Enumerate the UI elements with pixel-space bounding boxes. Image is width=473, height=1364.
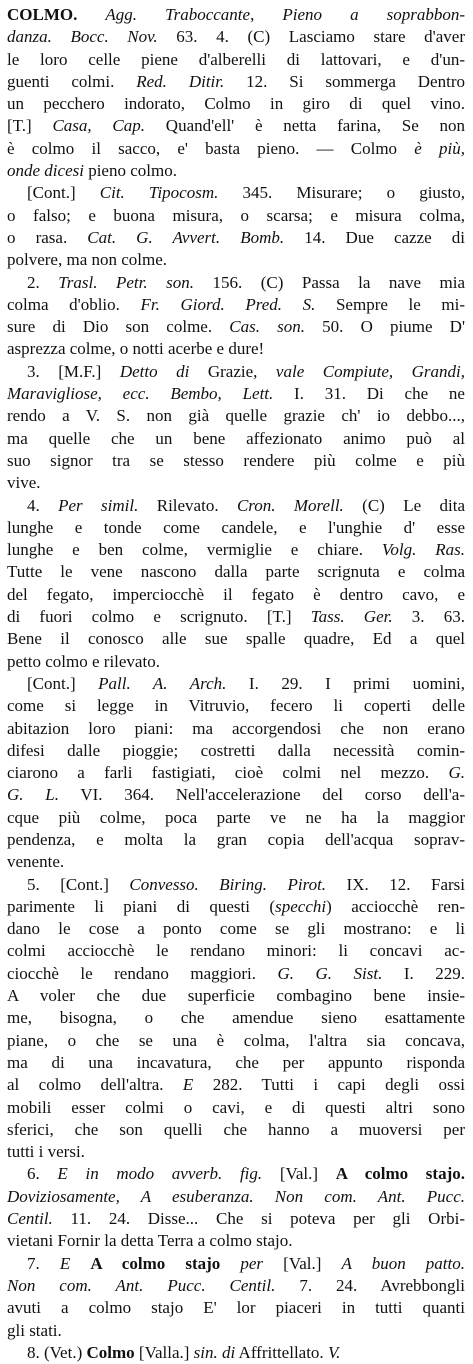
text-run: piane, o che se una è colma, l'altra sia concava, [7, 1030, 465, 1050]
text-line [7, 272, 465, 294]
italic-text: Trasl. Petr. son. [58, 272, 194, 292]
text-run: [T.] [7, 116, 53, 136]
text-line [7, 762, 465, 784]
text-run: ciarono a farli fastigiati, cioè colmi nel mezzo. [7, 763, 449, 783]
text-line [7, 294, 465, 316]
text-run: Rilevato. [138, 495, 237, 515]
italic-text: Cron. Morell. [236, 495, 344, 515]
text-run: sure di Dio son colme. [7, 317, 230, 337]
text-line [7, 450, 465, 472]
text-line [7, 71, 465, 93]
text-run: 12. Si sommerga Dentro [224, 71, 465, 91]
text-run: colma d'oblio. [7, 294, 141, 314]
text-run: come si legge in Vitruvio, fecero li coperti delle [7, 696, 465, 716]
text-run: guenti colmi. [7, 71, 137, 91]
text-run: I. 31. Di che ne [273, 384, 465, 404]
text-run: 5. [Cont.] [27, 874, 130, 894]
italic-text: Doviziosamente, A esuberanza. Non com. Ant. Pucc. [7, 1186, 465, 1206]
italic-text: Detto di [119, 361, 190, 381]
text-line [7, 1007, 465, 1029]
text-line [7, 227, 465, 249]
text-line [7, 1208, 465, 1230]
text-line [7, 963, 465, 985]
italic-text: E in modo avverb. fig. [57, 1164, 263, 1184]
text-line [7, 651, 465, 673]
text-run: 2. [27, 272, 59, 292]
text-run: pieno colmo. [83, 161, 177, 181]
text-run: avuti a colmo stajo E' lor piaceri in tutti quanti [7, 1298, 465, 1318]
text-run: [Cont.] [27, 673, 99, 693]
text-line [7, 561, 465, 583]
text-run: Grazie, [189, 361, 276, 381]
text-run: venente. [7, 852, 65, 872]
text-line [7, 405, 465, 427]
italic-text: per [240, 1253, 264, 1273]
text-run: [Cont.] [27, 183, 100, 203]
italic-text: G. [448, 763, 465, 783]
text-run: A voler che due superficie combagino bene insie- [7, 986, 465, 1006]
text-line [7, 1163, 465, 1185]
italic-text: Volg. Ras. [381, 540, 465, 560]
text-line [7, 673, 465, 695]
text-run: tutti i versi. [7, 1142, 85, 1162]
headword: COLMO. [7, 5, 78, 24]
text-run: VI. 364. Nell'accelerazione del corso dell'a- [58, 785, 465, 805]
text-run: Sempre le mi- [315, 294, 465, 314]
text-run: ) acciocchè ren- [326, 896, 465, 916]
italic-text: Cas. son. [229, 317, 305, 337]
italic-text: Per simil. [58, 495, 139, 515]
text-run: 156. (C) Passa la nave mia [193, 272, 465, 292]
text-run: 50. O piume D' [305, 317, 465, 337]
italic-text: G. L. [7, 785, 59, 805]
text-run: ma di una incavatura, che per appunto risponda [7, 1052, 465, 1072]
text-run: sferici, che son quelli che hanno a muoversi per [7, 1119, 465, 1139]
text-run [70, 1254, 90, 1273]
italic-text: Non com. Ant. Pucc. Centil. [7, 1275, 276, 1295]
text-line [7, 584, 465, 606]
text-line [7, 115, 465, 137]
text-run: vietani Fornir la detta Terra a colmo stajo. [7, 1231, 293, 1251]
italic-text: Fr. Giord. Pred. S. [140, 294, 316, 314]
text-run: 4. [27, 495, 59, 515]
text-line [7, 1141, 465, 1163]
text-run: cque più colme, poca parte ve ne ha la maggior [7, 807, 465, 827]
text-run: difesi dalle pioggie; costretti dalla necessità comin- [7, 740, 465, 760]
text-line [7, 1074, 465, 1096]
text-line [7, 472, 465, 494]
text-line [7, 539, 465, 561]
text-line [7, 628, 465, 650]
text-run: IX. 12. Farsi [326, 874, 465, 894]
text-line [7, 985, 465, 1007]
text-line [7, 160, 465, 182]
italic-text: A buon patto. [341, 1253, 465, 1273]
italic-text: Cit. Tipocosm. [99, 183, 219, 203]
text-line [7, 784, 465, 806]
text-line [7, 205, 465, 227]
text-line [7, 1320, 465, 1342]
italic-text: G. G. Sist. [277, 963, 383, 983]
text-run: o falso; e buona misura, o scarsa; e misura colma, [7, 205, 465, 225]
text-line [7, 517, 465, 539]
text-run: dano le cose a ponto come se gli mostrano: e li [7, 919, 465, 939]
text-run: 14. Due cazze di [284, 227, 465, 247]
italic-text: Maravigliose, ecc. Bembo, Lett. [7, 384, 274, 404]
italic-text: Agg. Traboccante [105, 5, 251, 24]
italic-text: specchi [275, 896, 327, 916]
text-line [7, 1030, 465, 1052]
text-line [7, 874, 465, 896]
text-line [7, 896, 465, 918]
text-run: 6. [27, 1164, 58, 1184]
text-line [7, 1119, 465, 1141]
text-run: di fuori colmo e scrignuto. [T.] [7, 607, 311, 627]
italic-text: è più, [414, 138, 465, 158]
text-run: [Valla.] [134, 1342, 194, 1362]
text-run: al colmo dell'altra. [7, 1075, 183, 1095]
text-run: [Val.] [263, 1253, 342, 1273]
text-run: vive. [7, 473, 41, 493]
text-line [7, 1275, 465, 1297]
text-run: asprezza colme, o notti acerbe e dure! [7, 339, 265, 359]
italic-text: E [182, 1075, 194, 1095]
text-line [7, 1297, 465, 1319]
text-run: 8. (Vet.) [27, 1342, 87, 1362]
text-run: Bene il conosco alle sue spalle quadre, Ed a quel [7, 629, 465, 649]
text-run: I. 229. [382, 963, 465, 983]
text-line [7, 26, 465, 48]
text-run: del fegato, imperciocchè il fegato è dentro cavo, e [7, 584, 465, 604]
text-line [7, 1186, 465, 1208]
text-line [7, 1253, 465, 1275]
text-line [7, 940, 465, 962]
text-run: 3. [M.F.] [27, 361, 120, 381]
text-run: polvere, ma non colme. [7, 250, 168, 270]
text-run: 11. 24. Disse... Che si poteva per gli Orbi- [52, 1209, 465, 1229]
italic-text: Pall. A. Arch. [98, 673, 227, 693]
text-run: [Val.] [262, 1164, 336, 1184]
text-line [7, 851, 465, 873]
text-run: Quand'ell' è netta farina, Se non [145, 116, 465, 136]
text-run: è colmo il sacco, e' basta pieno. — Colmo [7, 138, 415, 158]
text-line [7, 918, 465, 940]
text-run: ma quelle che un bene affezionato animo può al [7, 428, 465, 448]
text-line [7, 428, 465, 450]
text-line [7, 361, 465, 383]
text-line [7, 1230, 465, 1252]
headword: Colmo [86, 1342, 135, 1362]
text-line [7, 495, 465, 517]
text-line [7, 93, 465, 115]
text-line [7, 338, 465, 360]
text-run: 7. 24. Avrebbongli [275, 1275, 465, 1295]
text-line [7, 829, 465, 851]
text-line [7, 740, 465, 762]
text-line [7, 695, 465, 717]
text-line [7, 718, 465, 740]
text-run: suo signor tra se stesso rendere più colme e più [7, 450, 465, 470]
text-line [7, 249, 465, 271]
text-line [7, 807, 465, 829]
text-run: 282. Tutti i capi degli ossi [193, 1075, 465, 1095]
italic-text: Convesso. Biring. Pirot. [129, 874, 327, 894]
italic-text: Casa, Cap. [52, 116, 146, 136]
text-line [7, 138, 465, 160]
text-run: le loro celle piene d'alberelli di lattovari, e d'un- [7, 49, 465, 69]
text-run: un pecchero indorato, Colmo in giro di quel vino. [7, 94, 465, 114]
text-run: mobili esser colmi o cavi, e di questi altri sono [7, 1097, 465, 1117]
text-line [7, 49, 465, 71]
italic-text: onde dicesi [7, 161, 84, 181]
text-run: I. 29. I primi uomini, [226, 673, 465, 693]
text-run: petto colmo e rilevato. [7, 651, 160, 671]
text-run: pendenza, e molta la gran copia dell'acqua soprav- [7, 829, 465, 849]
text-line [7, 1052, 465, 1074]
italic-text: Cat. G. Avvert. Bomb. [87, 227, 285, 247]
headword: A colmo stajo [90, 1253, 221, 1273]
text-line [7, 4, 465, 26]
text-run [220, 1254, 240, 1273]
text-run [77, 5, 105, 24]
text-line [7, 1342, 465, 1364]
text-run: colmi acciocchè le rendano minori: li concavi ac- [7, 941, 465, 961]
italic-text: vale Compiute, Grandi, [275, 361, 465, 381]
italic-text: Red. Ditir. [136, 71, 225, 91]
italic-text: Centil. [7, 1209, 53, 1229]
text-line [7, 1097, 465, 1119]
text-run: gli stati. [7, 1320, 62, 1340]
text-line [7, 316, 465, 338]
italic-text: E [59, 1253, 71, 1273]
italic-text: danza. Bocc. Nov. [7, 27, 158, 47]
headword: A colmo stajo. [335, 1164, 465, 1184]
text-run: 3. 63. [392, 607, 465, 627]
text-run: me, bisogna, o che amendue sieno esattamente [7, 1008, 465, 1028]
text-run: Tutte le vene nascono dalla parte scrignuta e colma [7, 562, 465, 582]
text-run: ciocchè le rendano maggiori. [7, 963, 278, 983]
text-line [7, 383, 465, 405]
text-run: abitazion loro piani: ma accorgendosi che non erano [7, 718, 465, 738]
text-run: , [250, 5, 283, 24]
text-line [7, 182, 465, 204]
italic-text: V. [327, 1342, 341, 1362]
text-run: lunghe e tonde come candele, e l'unghie d' esse [7, 517, 465, 537]
text-run: o rasa. [7, 227, 88, 247]
text-run: lunghe e ben colme, vermiglie e chiare. [7, 540, 382, 560]
text-run: (C) Le dita [343, 495, 465, 515]
text-run: 63. 4. (C) Lasciamo stare d'aver [157, 27, 465, 47]
text-run: Affrittellato. [235, 1342, 328, 1362]
text-line [7, 606, 465, 628]
text-run: rendo a V. S. non già quelle grazie ch' io debbo..., [7, 406, 465, 426]
italic-text: Tass. Ger. [310, 607, 393, 627]
text-run: parimente li piani di questi ( [7, 896, 276, 916]
italic-text: sin. di [193, 1342, 236, 1362]
italic-text: Pieno a soprabbon- [282, 5, 465, 24]
text-run: 7. [27, 1253, 60, 1273]
text-run: 345. Misurare; o giusto, [218, 183, 465, 203]
